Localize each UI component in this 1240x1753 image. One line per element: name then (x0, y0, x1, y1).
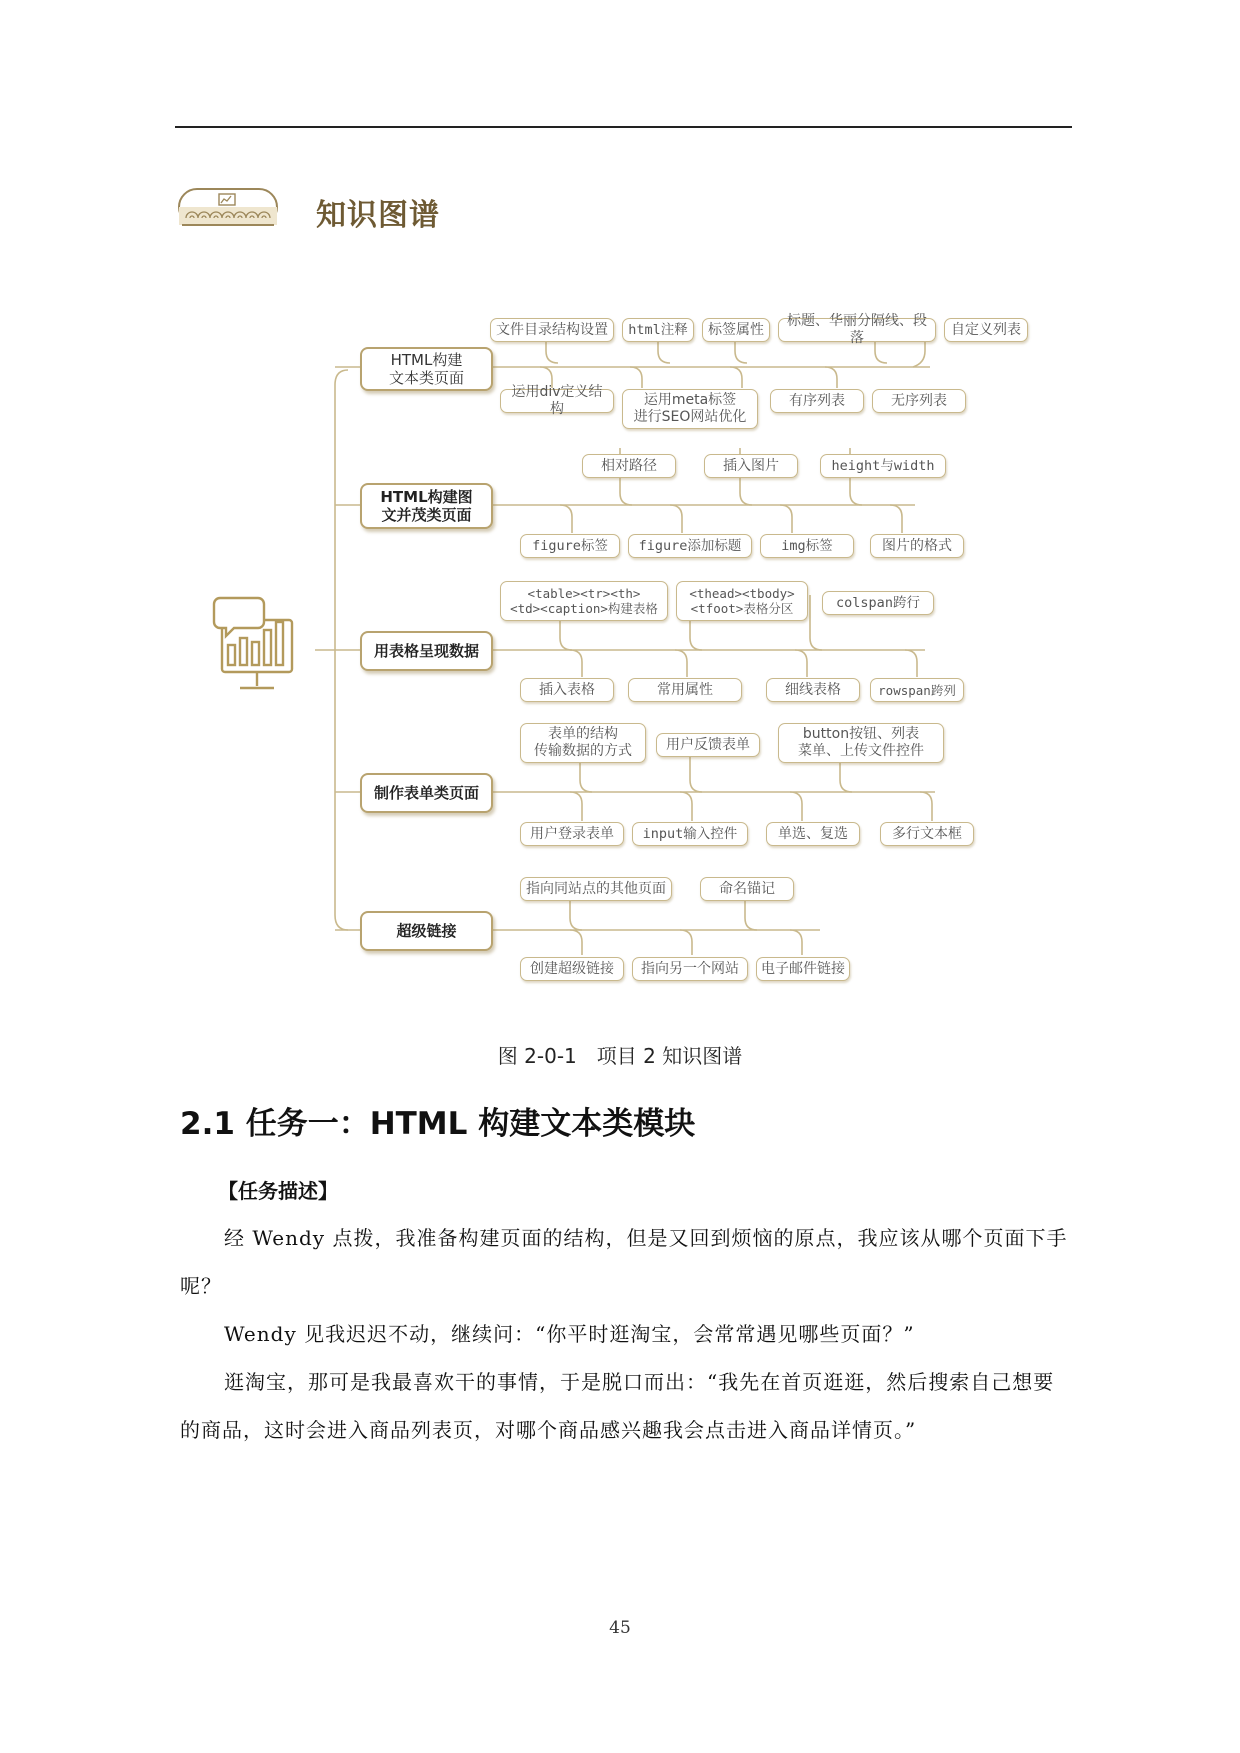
map-node: 有序列表 (770, 389, 864, 413)
map-node: <table><tr><th> <td><caption>构建表格 (500, 581, 668, 621)
category-rich-pages: HTML构建图 文并茂类页面 (360, 483, 493, 529)
map-node: figure标签 (520, 534, 620, 558)
map-node: html注释 (622, 318, 694, 342)
map-node: 多行文本框 (880, 822, 974, 846)
map-node: 插入图片 (704, 454, 798, 478)
map-node: 用户登录表单 (520, 822, 624, 846)
paragraph: 逛淘宝，那可是我最喜欢干的事情，于是脱口而出：“我先在首页逛逛，然后搜索自己想要的商品，这时会进入商品列表页，对哪个商品感兴趣我会点击进入商品详情页。” (180, 1370, 1055, 1442)
monitor-chart-icon (210, 590, 305, 700)
section-title: 知识图谱 (316, 198, 440, 233)
map-node: figure添加标题 (628, 534, 752, 558)
category-hyperlinks: 超级链接 (360, 911, 493, 951)
map-node: 表单的结构 传输数据的方式 (520, 723, 646, 763)
map-node: 图片的格式 (870, 534, 964, 558)
knowledge-map (210, 305, 1060, 1005)
map-node: 运用div定义结构 (500, 389, 614, 413)
map-node: 文件目录结构设置 (490, 318, 614, 342)
map-node: 标题、华丽分隔线、段落 (778, 318, 936, 342)
category-forms: 制作表单类页面 (360, 773, 493, 813)
map-node: button按钮、列表 菜单、上传文件控件 (778, 723, 944, 763)
map-node: 指向同站点的其他页面 (520, 877, 672, 901)
paragraph: 经 Wendy 点拨，我准备构建页面的结构，但是又回到烦恼的原点，我应该从哪个页面下手呢？ (180, 1226, 1068, 1298)
section-heading: 2.1 任务一：HTML 构建文本类模块 (180, 1106, 696, 1142)
category-tables: 用表格呈现数据 (360, 631, 493, 671)
section-badge-icon (178, 188, 278, 226)
map-node: 插入表格 (520, 678, 614, 702)
map-node: img标签 (760, 534, 854, 558)
header-rule (175, 126, 1072, 128)
map-node: 运用meta标签 进行SEO网站优化 (622, 389, 758, 429)
map-node: height与width (820, 454, 946, 478)
map-node: 相对路径 (582, 454, 676, 478)
map-node: input输入控件 (632, 822, 748, 846)
map-node: 常用属性 (628, 678, 742, 702)
page-number: 45 (609, 1618, 631, 1638)
map-node: 创建超级链接 (520, 957, 624, 981)
map-node: 指向另一个网站 (632, 957, 748, 981)
map-node: 标签属性 (702, 318, 770, 342)
map-node: 单选、复选 (766, 822, 860, 846)
category-text-pages: HTML构建 文本类页面 (360, 347, 493, 391)
map-node: 命名锚记 (700, 877, 794, 901)
map-node: 细线表格 (766, 678, 860, 702)
figure-caption: 图 2-0-1 项目 2 知识图谱 (497, 1044, 743, 1068)
paragraph: Wendy 见我迟迟不动，继续问：“你平时逛淘宝，会常常遇见哪些页面？” (224, 1322, 915, 1346)
map-node: rowspan跨列 (870, 678, 964, 702)
map-node: <thead><tbody> <tfoot>表格分区 (676, 581, 808, 621)
map-node: 用户反馈表单 (656, 733, 760, 757)
task-description-label: 【任务描述】 (218, 1179, 338, 1203)
map-node: 自定义列表 (944, 318, 1028, 342)
map-node: 无序列表 (872, 389, 966, 413)
map-node: 电子邮件链接 (756, 957, 850, 981)
map-node: colspan跨行 (822, 591, 934, 615)
